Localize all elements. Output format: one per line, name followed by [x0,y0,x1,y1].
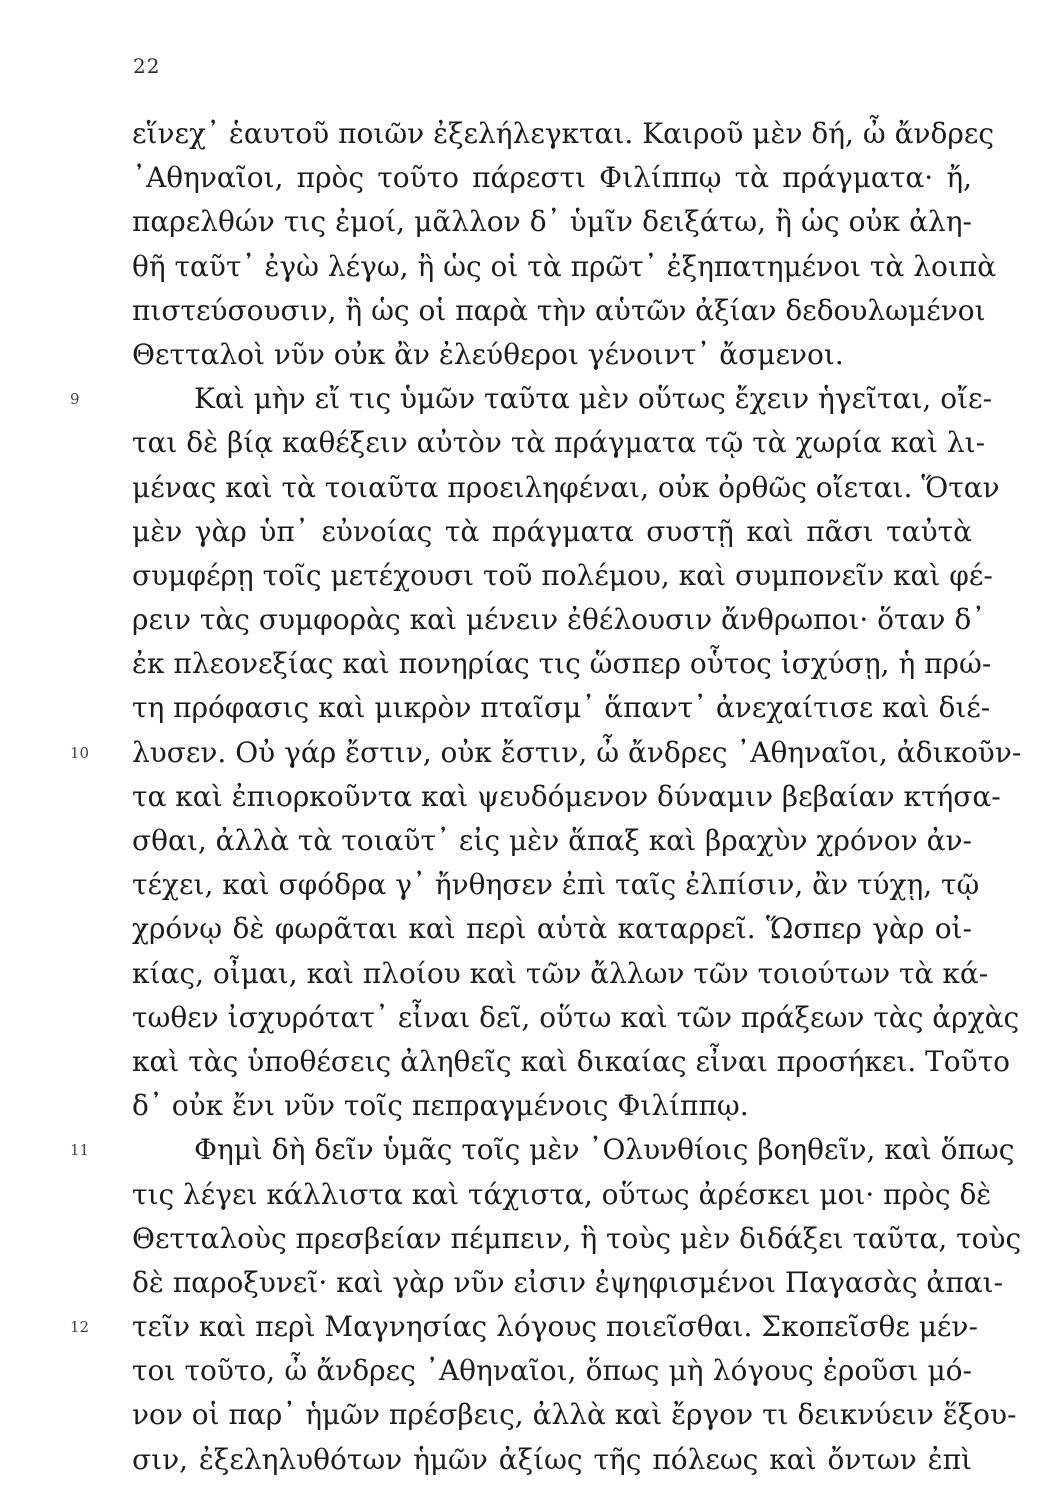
text-line [132,1217,1022,1261]
text-line [132,907,972,951]
line-text: δὲ παροξυνεῖ· καὶ γὰρ νῦν εἰσιν ἐψηφισμένοι Παγασὰς ἀπαι- [132,1265,1004,1299]
line-text: σιν, ἐξεληλυθότων ἡμῶν ἀξίως τῆς πόλεως καὶ ὄντων ἐπὶ [132,1442,972,1476]
line-text: νον οἱ παρ᾽ ἡμῶν πρέσβεις, ἀλλὰ καὶ ἔργον τι δεικνύειν ἕξου- [132,1398,1017,1432]
text-line [132,1349,972,1393]
text-line [132,245,997,289]
text-line [132,819,972,863]
line-text: ἐκ πλεονεξίας καὶ πονηρίας τις ὥσπερ οὗτος ἰσχύσῃ, ἡ πρώ- [132,647,992,681]
line-text: μὲν γὰρ ὑπ᾽ εὐνοίας τὰ πράγματα συστῇ καὶ πᾶσι ταὐτὰ [132,514,972,548]
line-text: λυσεν. Οὐ γάρ ἔστιν, οὐκ ἔστιν, ὦ ἄνδρες ᾽Αθηναῖοι, ἀδικοῦν- [132,735,1022,769]
line-text: χρόνῳ δὲ φωρᾶται καὶ περὶ αὑτὰ καταρρεῖ. Ὥσπερ γὰρ οἰ- [132,912,972,946]
line-text: τέχει, καὶ σφόδρα γ᾽ ἤνθησεν ἐπὶ ταῖς ἐλπίσιν, ἂν τύχῃ, τῷ [132,868,980,902]
section-number: 10 [70,743,90,762]
text-line [132,112,995,156]
text-line [132,598,986,642]
text-line [70,731,1022,775]
text-line [70,377,993,421]
line-text: τεῖν καὶ περὶ Μαγνησίας λόγους ποιεῖσθαι. Σκοπεῖσθε μέν- [132,1310,978,1344]
text-line [132,996,1020,1040]
text-line [132,156,972,200]
page-number: 22 [133,54,161,78]
text-line [132,333,972,377]
line-text: θῆ ταῦτ᾽ ἐγὼ λέγω, ἢ ὡς οἱ τὰ πρῶτ᾽ ἐξηπατημένοι τὰ λοιπὰ [132,249,997,283]
text-line [132,952,989,996]
text-line [132,200,972,244]
text-line [132,1084,972,1128]
section-number: 12 [70,1318,90,1337]
line-text: σθαι, ἀλλὰ τὰ τοιαῦτ᾽ εἰς μὲν ἅπαξ καὶ βραχὺν χρόνον ἀν- [132,824,972,857]
line-text: τα καὶ ἐπιορκοῦντα καὶ ψευδόμενον δύναμιν βεβαίαν κτήσα- [132,779,1001,813]
line-text: Φημὶ δὴ δεῖν ὑμᾶς τοῖς μὲν ᾽Ολυνθίοις βοηθεῖν, καὶ ὅπως [194,1133,1015,1167]
line-text: τωθεν ἰσχυρότατ᾽ εἶναι δεῖ, οὕτω καὶ τῶν πράξεων τὰς ἀρχὰς [132,1000,1020,1034]
line-text: Καὶ μὴν εἴ τις ὑμῶν ταῦτα μὲν οὕτως ἔχειν ἡγεῖται, οἴε- [194,382,993,416]
line-text: τις λέγει κάλλιστα καὶ τάχιστα, οὕτως ἀρέσκει μοι· πρὸς δὲ [132,1177,992,1211]
text-line [132,554,993,598]
text-line [132,775,1001,819]
line-text: πιστεύσουσιν, ἢ ὡς οἱ παρὰ τὴν αὑτῶν ἀξίαν δεδουλωμένοι [132,293,986,327]
text-line [132,686,991,730]
text-line [132,466,1000,510]
text-line [132,289,986,333]
line-text: παρελθών τις ἐμοί, μᾶλλον δ᾽ ὑμῖν δειξάτω, ἢ ὡς οὐκ ἀλη- [132,205,972,239]
section-number: 11 [70,1141,90,1160]
line-text: καὶ τὰς ὑποθέσεις ἀληθεῖς καὶ δικαίας εἶναι προσήκει. Τοῦτο [132,1044,1011,1078]
line-text: τη πρόφασις καὶ μικρὸν πταῖσμ᾽ ἅπαντ᾽ ἀνεχαίτισε καὶ διέ- [132,691,991,725]
line-text: κίας, οἶμαι, καὶ πλοίου καὶ τῶν ἄλλων τῶν τοιούτων τὰ κά- [132,956,989,990]
line-text: δ᾽ οὐκ ἔνι νῦν τοῖς πεπραγμένοις Φιλίππῳ. [132,1089,749,1123]
text-line [132,1173,992,1217]
line-text: τοι τοῦτο, ὦ ἄνδρες ᾽Αθηναῖοι, ὅπως μὴ λόγους ἐροῦσι μό- [132,1354,972,1388]
line-text: ρειν τὰς συμφορὰς καὶ μένειν ἐθέλουσιν ἄνθρωποι· ὅταν δ᾽ [132,603,986,637]
text-line [132,642,992,686]
text-line [132,863,980,907]
line-text: μένας καὶ τὰ τοιαῦτα προειληφέναι, οὐκ ὀρθῶς οἴεται. Ὅταν [132,470,1000,504]
line-text: ται δὲ βίᾳ καθέξειν αὐτὸν τὰ πράγματα τῷ τὰ χωρία καὶ λι- [132,426,986,460]
text-line [132,510,972,554]
text-line [132,421,986,465]
line-text: συμφέρῃ τοῖς μετέχουσι τοῦ πολέμου, καὶ συμπονεῖν καὶ φέ- [132,558,993,592]
text-line [132,1438,972,1482]
text-line [70,1305,978,1349]
line-text: Θετταλοὶ νῦν οὐκ ἂν ἐλεύθεροι γένοιντ᾽ ἄσμενοι. [132,337,844,371]
text-line [132,1393,1017,1437]
text-line [132,1261,1004,1305]
line-text: ᾽Αθηναῖοι, πρὸς τοῦτο πάρεστι Φιλίππῳ τὰ πράγματα· ἤ, [132,161,972,195]
line-text: Θετταλοὺς πρεσβείαν πέμπειν, ἣ τοὺς μὲν διδάξει ταῦτα, τοὺς [132,1221,1022,1255]
line-text: εἵνεχ᾽ ἑαυτοῦ ποιῶν ἐξελήλεγκται. Καιροῦ μὲν δή, ὦ ἄνδρες [132,117,995,150]
section-number: 9 [70,390,80,409]
text-line [132,1040,1011,1084]
text-line [70,1128,1015,1172]
body-text [70,112,1022,1482]
